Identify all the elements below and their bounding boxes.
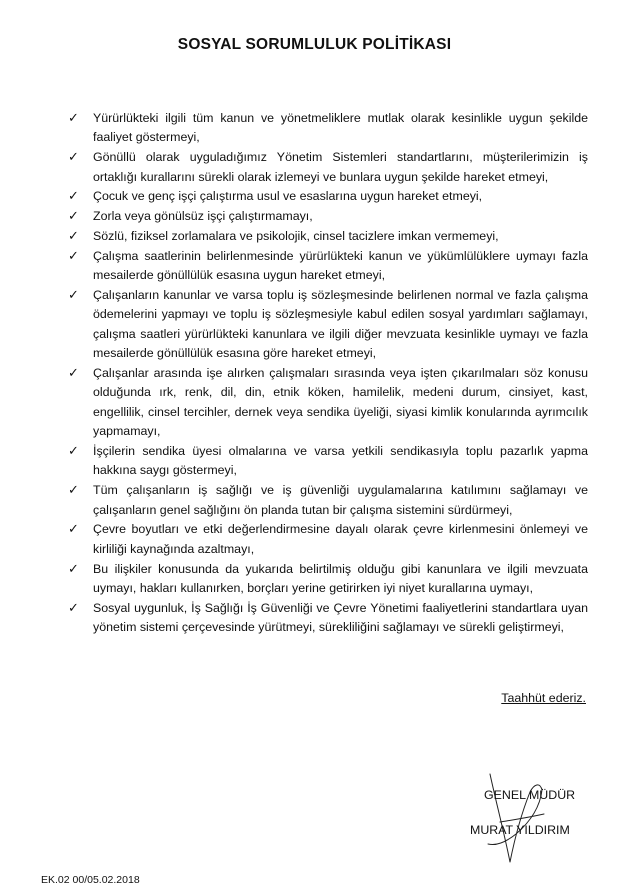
document-code: EK.02 00/05.02.2018 [41, 874, 140, 886]
signature-mark [470, 762, 550, 872]
check-icon: ✓ [68, 248, 79, 264]
policy-list [68, 109, 588, 638]
check-icon: ✓ [68, 366, 79, 382]
policy-item [68, 207, 588, 226]
commitment-statement: Taahhüt ederiz. [501, 691, 586, 705]
policy-item [68, 286, 588, 364]
policy-item-text: Sosyal uygunluk, İş Sağlığı İş Güvenliği ve Çevre Yönetimi faaliyetlerini standartlara uyan yönetim sistemi çerçevesinde yürütmeyi, sürekliliğini sağlamayı ve sürekli geliştirmeyi, [93, 600, 588, 635]
signatory-title: GENEL MÜDÜR [484, 788, 576, 802]
check-icon: ✓ [68, 111, 79, 126]
policy-item [68, 520, 588, 559]
policy-item-text: Yürürlükteki ilgili tüm kanun ve yönetmeliklere mutlak olarak kesinlikle uygun şekilde faaliyet göstermeyi, [93, 111, 588, 145]
policy-item-text: Çevre boyutları ve etki değerlendirmesine dayalı olarak çevre kirlenmesini önlemeyi ve kirliliği kaynağında azaltmayı, [93, 522, 588, 556]
policy-item [68, 481, 588, 520]
policy-item [68, 364, 588, 442]
check-icon: ✓ [68, 522, 79, 538]
policy-item-text: Zorla veya gönülsüz işçi çalıştırmamayı, [93, 209, 313, 224]
policy-item [68, 227, 588, 246]
check-icon: ✓ [68, 561, 79, 577]
signatory-name: MURAT YILDIRIM [470, 823, 570, 837]
check-icon: ✓ [68, 483, 79, 499]
policy-item-text: İşçilerin sendika üyesi olmalarına ve varsa yetkili sendikasıyla toplu pazarlık yapma hakkına saygı göstermeyi, [93, 444, 588, 478]
check-icon: ✓ [68, 209, 79, 225]
policy-item-text: Tüm çalışanların iş sağlığı ve iş güvenliği uygulamalarına katılımını sağlamayı ve çalışanların genel sağlığını ön planda tutan bir çalışma sistemini sürdürmeyi, [93, 483, 588, 517]
check-icon: ✓ [68, 229, 79, 244]
check-icon: ✓ [68, 189, 79, 205]
policy-item-text: Çocuk ve genç işçi çalıştırma usul ve esaslarına uygun hareket etmeyi, [93, 189, 483, 204]
document-title: SOSYAL SORUMLULUK POLİTİKASI [177, 36, 452, 53]
policy-item-text: Gönüllü olarak uyguladığımız Yönetim Sistemleri standartlarını, müşterilerimizin iş ortaklığı kurallarını sürekli olarak izlemeyi ve bunlara uygun şekilde hareket etmeyi, [93, 150, 588, 184]
policy-item [68, 247, 588, 286]
policy-item-text: Sözlü, fiziksel zorlamalara ve psikolojik, cinsel tacizlere imkan vermemeyi, [93, 229, 499, 243]
policy-item [68, 442, 588, 481]
policy-item [68, 109, 588, 148]
policy-item [68, 148, 588, 187]
policy-item-text: Bu ilişkiler konusunda da yukarıda belirtilmiş olduğu gibi kanunlara ve ilgili mevzuata uymayı, hakları kullanırken, borçları yerine getirirken iyi niyet kurallarına uymayı, [93, 561, 588, 596]
policy-item [68, 560, 588, 599]
policy-item-text: Çalışma saatlerinin belirlenmesinde yürürlükteki kanun ve yükümlülüklere uymayı fazla mesailerde gönüllülük esasına uygun hareket etmeyi, [93, 248, 588, 283]
check-icon: ✓ [68, 444, 79, 460]
check-icon: ✓ [68, 288, 79, 303]
check-icon: ✓ [68, 600, 79, 616]
policy-item-text: Çalışanların kanunlar ve varsa toplu iş sözleşmesinde belirlenen normal ve fazla çalışma ödemelerini yapmayı ve toplu iş sözleşmesiyle kabul edilen sosyal yardımları sağlamayı, çalışma saatleri yürürlükteki kanunlara ve ilgili diğer mevzuata kesinlikle uymayı ve fazla mesailerde gönüllülük esasına göre hareket etmeyi, [93, 288, 588, 361]
policy-item [68, 599, 588, 638]
check-icon: ✓ [68, 150, 79, 166]
policy-item [68, 187, 588, 206]
policy-item-text: Çalışanlar arasında işe alırken çalışmaları sırasında veya işten çıkarılmaları söz konusu olduğunda ırk, renk, dil, din, etnik köken, hamilelik, medeni durum, cinsiyet, kast, engellilik, cinsel tercihler, dernek veya sendika üyeliği, siyasi kimlik konularında ayrımcılık yapmamayı, [93, 366, 588, 439]
